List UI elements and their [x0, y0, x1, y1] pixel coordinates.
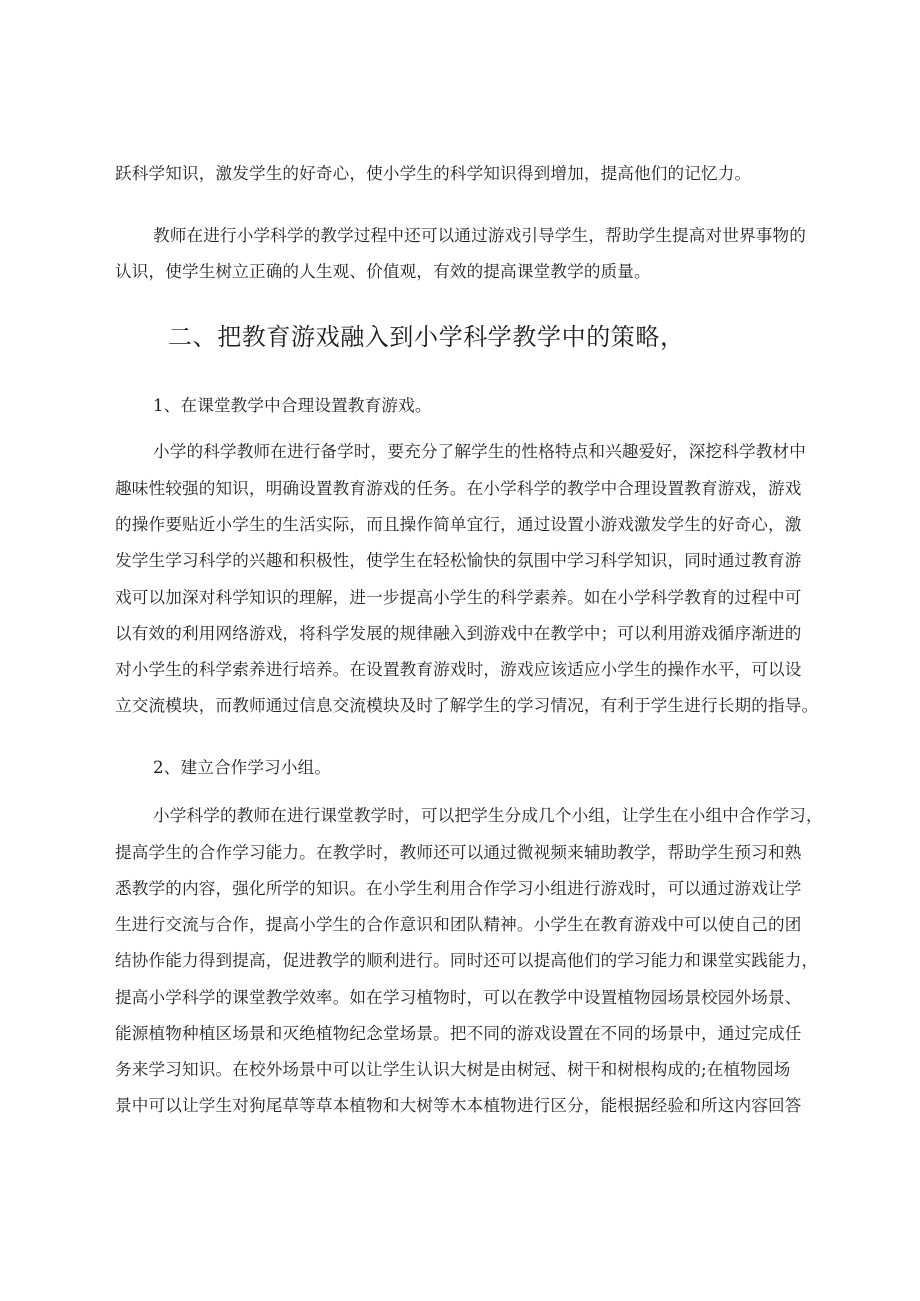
paragraph-line: 小学的科学教师在进行备学时，要充分了解学生的性格特点和兴趣爱好，深挖科学教材中 — [153, 442, 807, 461]
paragraph-line: 提高小学科学的课堂教学效率。如在学习植物时，可以在教学中设置植物园场景校园外场景、 — [115, 988, 802, 1007]
paragraph-line: 悉教学的内容，强化所学的知识。在小学生利用合作学习小组进行游戏时，可以通过游戏让学 — [115, 879, 802, 898]
paragraph-line: 提高学生的合作学习能力。在教学时，教师还可以通过微视频来辅助教学，帮助学生预习和熟 — [115, 843, 802, 862]
paragraph-line: 以有效的利用网络游戏，将科学发展的规律融入到游戏中在教学中；可以利用游戏循序渐进的 — [115, 624, 802, 643]
paragraph-line: 小学科学的教师在进行课堂教学时，可以把学生分成几个小组，让学生在小组中合作学习， — [153, 806, 823, 825]
section-heading: 二、把教育游戏融入到小学科学教学中的策略， — [168, 323, 685, 351]
paragraph-line: 戏可以加深对科学知识的理解，进一步提高小学生的科学素养。如在小学科学教育的过程中可 — [115, 588, 802, 607]
paragraph-line: 跃科学知识，激发学生的好奇心，使小学生的科学知识得到增加，提高他们的记忆力。 — [115, 164, 752, 183]
paragraph-line: 发学生学习科学的兴趣和积极性，使学生在轻松愉快的氛围中学习科学知识，同时通过教育游 — [115, 551, 802, 570]
paragraph-line: 景中可以让学生对狗尾草等草本植物和大树等木本植物进行区分，能根据经验和所这内容回答 — [115, 1096, 802, 1115]
paragraph-line: 趣味性较强的知识，明确设置教育游戏的任务。在小学科学的教学中合理设置教育游戏，游戏 — [115, 479, 802, 498]
paragraph-line: 务来学习知识。在校外场景中可以让学生认识大树是由树冠、树干和树根构成的;在植物园场 — [115, 1060, 791, 1079]
paragraph-line: 结协作能力得到提高，促进教学的顺利进行。同时还可以提高他们的学习能力和课堂实践能力， — [115, 951, 819, 970]
subsection-title: 2、建立合作学习小组。 — [153, 758, 332, 777]
paragraph-line: 生进行交流与合作，提高小学生的合作意识和团队精神。小学生在教育游戏中可以使自己的团 — [115, 915, 802, 934]
paragraph-line: 的操作要贴近小学生的生活实际，而且操作简单宜行，通过设置小游戏激发学生的好奇心，激 — [115, 515, 802, 534]
paragraph-line: 对小学生的科学索养进行培养。在设置教育游戏时，游戏应该适应小学生的操作水平，可以设 — [115, 660, 802, 679]
paragraph-line: 能源植物种植区场景和灭绝植物纪念堂场景。把不同的游戏设置在不同的场景中，通过完成任 — [115, 1024, 802, 1043]
subsection-title: 1、在课堂教学中合理设置教育游戏。 — [153, 396, 432, 415]
paragraph-line: 立交流模块，而教师通过信息交流模块及时了解学生的学习情况，有利于学生进行长期的指导。 — [115, 696, 819, 715]
paragraph-line: 教师在进行小学科学的教学过程中还可以通过游戏引导学生，帮助学生提高对世界事物的 — [153, 226, 807, 245]
paragraph-line: 认识，使学生树立正确的人生观、价值观，有效的提高课堂教学的质量。 — [115, 262, 651, 281]
